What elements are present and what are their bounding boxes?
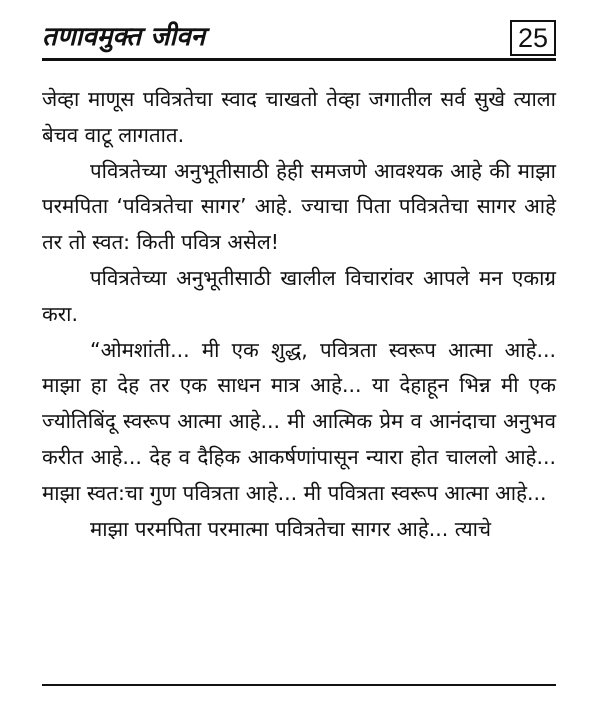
paragraph-2: पवित्रतेच्या अनुभूतीसाठी हेही समजणे आवश्यक आहे की माझा परमपिता ‘पवित्रतेचा सागर’ आहे. ज्याचा पिता पवित्रतेचा सागर आहे तर तो स्वत: किती पवित्र असेल! [42, 158, 556, 255]
paragraph-1: जेव्हा माणूस पवित्रतेचा स्वाद चाखतो तेव्हा जगातील सर्व सुखे त्याला बेचव वाटू लागतात. [42, 87, 556, 147]
book-title: तणावमुक्त जीवन [42, 22, 206, 52]
paragraph-5: माझा परमपिता परमात्मा पवित्रतेचा सागर आहे... त्याचे [90, 516, 491, 541]
paragraph-4: “ओमशांती... मी एक शुद्ध, पवित्रता स्वरूप आत्मा आहे... माझा हा देह तर एक साधन मात्र आहे... या देहाहून भिन्न मी एक ज्योतिबिंदू स्वरूप आत्मा आहे... मी आत्मिक प्रेम व आनंदाचा अनुभव करीत आहे... देह व दैहिक आकर्षणांपासून न्यारा होत चाललो आहे... माझा स्वत:चा गुण पवित्रता आहे... मी पवित्रता स्वरूप आत्मा आहे... [42, 337, 556, 505]
page-header [42, 20, 556, 60]
footer-rule [42, 684, 556, 686]
page-body [42, 82, 556, 547]
page-number-box: 25 [510, 20, 556, 56]
header-rule [42, 58, 556, 61]
paragraph-3: पवित्रतेच्या अनुभूतीसाठी खालील विचारांवर आपले मन एकाग्र करा. [42, 265, 556, 326]
